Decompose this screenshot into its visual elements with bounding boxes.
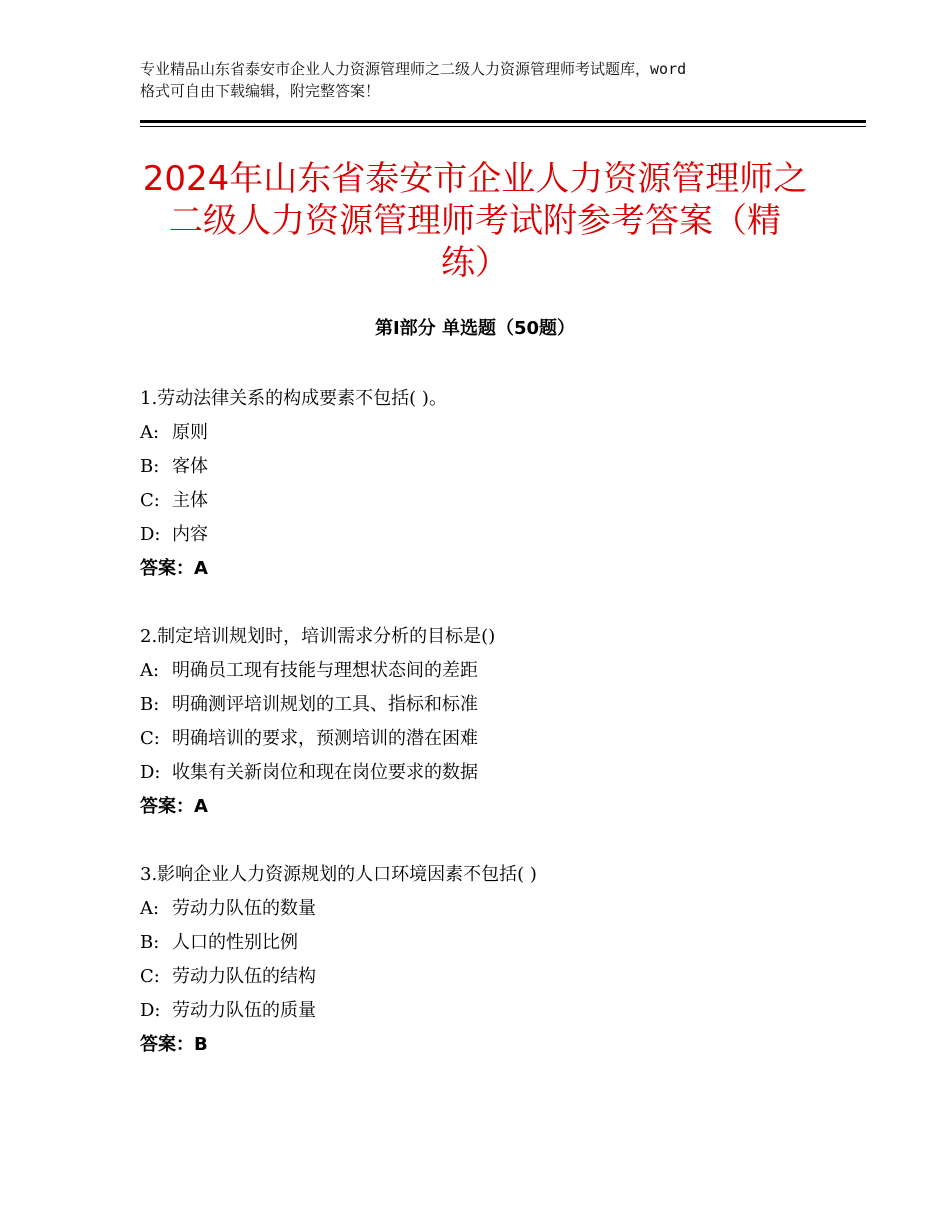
option-letter: A: xyxy=(140,898,160,919)
document-title xyxy=(140,158,810,284)
option-text: 劳动力队伍的质量 xyxy=(172,1000,316,1021)
option-text: 劳动力队伍的结构 xyxy=(172,966,316,987)
option-letter: A: xyxy=(140,660,160,681)
option-text: 明确培训的要求，预测培训的潜在困难 xyxy=(172,728,478,749)
question-stem: 1.劳动法律关系的构成要素不包括( )。 xyxy=(140,388,447,409)
option-c xyxy=(140,960,840,994)
option-letter: B: xyxy=(140,694,160,715)
answer-line: 答案：A xyxy=(140,796,208,817)
option-a xyxy=(140,892,840,926)
document-title-line-2: 二级人力资源管理师考试附参考答案（精 xyxy=(169,201,781,241)
question-item xyxy=(140,620,840,824)
option-text: 原则 xyxy=(172,422,208,443)
option-d xyxy=(140,994,840,1028)
answer-line: 答案：B xyxy=(140,1034,208,1055)
answer-line: 答案：A xyxy=(140,558,208,579)
option-c xyxy=(140,722,840,756)
option-letter: A: xyxy=(140,422,160,443)
header-note-line-2: 格式可自由下载编辑，附完整答案！ xyxy=(140,82,381,100)
question-stem: 3.影响企业人力资源规划的人口环境因素不包括( ) xyxy=(140,864,537,885)
option-letter: D: xyxy=(140,762,161,783)
header-note-line-1: 专业精品山东省泰安市企业人力资源管理师之二级人力资源管理师考试题库，word xyxy=(140,60,687,78)
document-title-line-1: 2024年山东省泰安市企业人力资源管理师之 xyxy=(142,159,808,199)
option-text: 劳动力队伍的数量 xyxy=(172,898,316,919)
header-note xyxy=(140,58,830,102)
option-d xyxy=(140,518,840,552)
option-text: 内容 xyxy=(172,524,208,545)
header-divider xyxy=(140,120,866,123)
document-title-line-3: 练） xyxy=(441,243,509,283)
option-c xyxy=(140,484,840,518)
option-letter: C: xyxy=(140,728,160,749)
option-d xyxy=(140,756,840,790)
option-letter: B: xyxy=(140,456,160,477)
option-letter: B: xyxy=(140,932,160,953)
question-stem: 2.制定培训规划时，培训需求分析的目标是() xyxy=(140,626,496,647)
section-title: 第Ⅰ部分 单选题（50题） xyxy=(374,318,575,339)
question-item xyxy=(140,382,840,586)
option-text: 明确测评培训规划的工具、指标和标准 xyxy=(172,694,478,715)
option-letter: D: xyxy=(140,524,161,545)
option-letter: D: xyxy=(140,1000,161,1021)
option-letter: C: xyxy=(140,490,160,511)
option-text: 人口的性别比例 xyxy=(172,932,298,953)
option-text: 主体 xyxy=(172,490,208,511)
question-item xyxy=(140,858,840,1062)
option-letter: C: xyxy=(140,966,160,987)
option-b xyxy=(140,926,840,960)
option-text: 客体 xyxy=(172,456,208,477)
option-text: 收集有关新岗位和现在岗位要求的数据 xyxy=(172,762,478,783)
option-a xyxy=(140,416,840,450)
option-b xyxy=(140,450,840,484)
option-a xyxy=(140,654,840,688)
option-text: 明确员工现有技能与理想状态间的差距 xyxy=(172,660,478,681)
question-list xyxy=(140,382,840,1096)
option-b xyxy=(140,688,840,722)
